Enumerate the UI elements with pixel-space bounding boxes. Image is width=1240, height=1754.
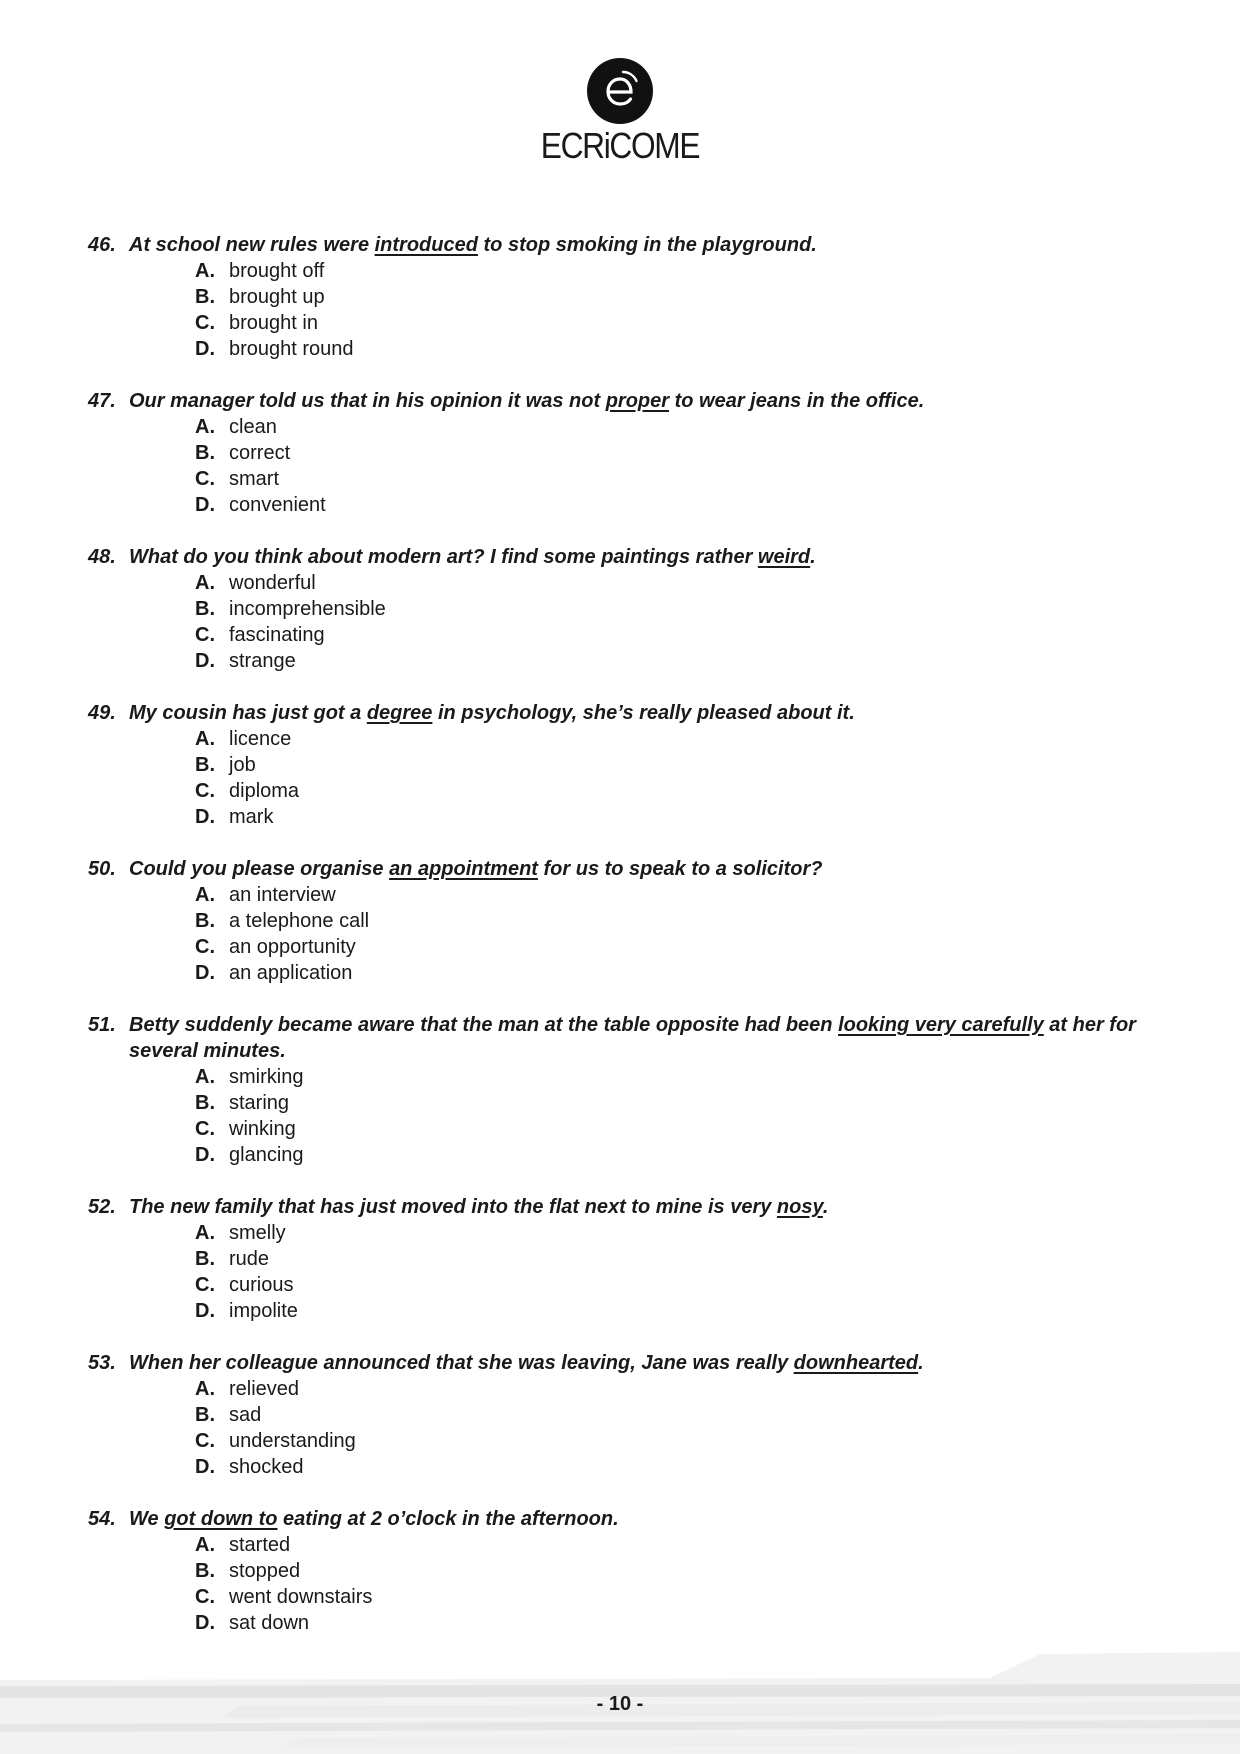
question-47 xyxy=(88,388,1163,518)
question-number: 53. xyxy=(88,1352,116,1374)
option-b: B. correct xyxy=(195,442,291,464)
answer-options xyxy=(88,1532,1163,1636)
question-stem xyxy=(88,1194,1163,1220)
underlined-term: got down to xyxy=(164,1508,278,1530)
brand-name: ECRiCOME xyxy=(540,125,700,166)
option-c: C. went downstairs xyxy=(195,1586,373,1608)
option-d: D. shocked xyxy=(195,1456,304,1478)
answer-options xyxy=(88,882,1163,986)
option-d: D. strange xyxy=(195,650,296,672)
question-text: What do you think about modern art? I find some paintings rather weird. xyxy=(129,546,816,568)
option-a: A. relieved xyxy=(195,1378,300,1400)
option-d: D. convenient xyxy=(195,494,326,516)
question-list xyxy=(88,232,1163,1662)
option-d: D. impolite xyxy=(195,1300,298,1322)
option-a: A. an interview xyxy=(195,884,336,906)
question-stem xyxy=(88,1350,1163,1376)
question-50 xyxy=(88,856,1163,986)
underlined-term: looking very carefully xyxy=(838,1014,1044,1036)
question-number: 54. xyxy=(88,1508,116,1530)
answer-options xyxy=(88,258,1163,362)
question-stem xyxy=(88,700,1163,726)
underlined-term: proper xyxy=(605,390,670,412)
page-number: - 10 - xyxy=(596,1693,644,1715)
question-stem xyxy=(88,544,1163,570)
answer-options xyxy=(88,414,1163,518)
option-b: B. job xyxy=(195,754,256,776)
question-stem xyxy=(88,1012,1163,1064)
option-a: A. smirking xyxy=(195,1066,304,1088)
option-b: B. a telephone call xyxy=(195,910,370,932)
question-53 xyxy=(88,1350,1163,1480)
ecricome-logo xyxy=(0,58,1240,168)
question-stem xyxy=(88,1506,1163,1532)
option-c: C. diploma xyxy=(195,780,300,802)
option-c: C. winking xyxy=(195,1118,296,1140)
question-number: 46. xyxy=(88,234,116,256)
question-number: 50. xyxy=(88,858,116,880)
question-text: When her colleague announced that she was leaving, Jane was really downhearted. xyxy=(129,1352,924,1374)
question-48 xyxy=(88,544,1163,674)
option-c: C. brought in xyxy=(195,312,318,334)
option-d: D. glancing xyxy=(195,1144,304,1166)
answer-options xyxy=(88,1376,1163,1480)
option-b: B. brought up xyxy=(195,286,325,308)
question-text: Our manager told us that in his opinion it was not proper to wear jeans in the office. xyxy=(129,390,925,412)
option-c: C. an opportunity xyxy=(195,936,356,958)
question-stem xyxy=(88,388,1163,414)
underlined-term: introduced xyxy=(374,234,478,256)
answer-options xyxy=(88,570,1163,674)
option-b: B. sad xyxy=(195,1404,262,1426)
question-text: The new family that has just moved into the flat next to mine is very nosy. xyxy=(129,1196,829,1218)
option-b: B. stopped xyxy=(195,1560,301,1582)
option-c: C. understanding xyxy=(195,1430,356,1452)
question-52 xyxy=(88,1194,1163,1324)
e-letter-circle-logo-icon xyxy=(587,58,653,124)
question-text: Could you please organise an appointment for us to speak to a solicitor? xyxy=(129,858,823,880)
question-number: 52. xyxy=(88,1196,116,1218)
option-a: A. brought off xyxy=(195,260,325,282)
question-number: 47. xyxy=(88,390,116,412)
option-b: B. staring xyxy=(195,1092,290,1114)
answer-options xyxy=(88,726,1163,830)
underlined-term: nosy xyxy=(776,1196,823,1218)
underlined-term: weird xyxy=(757,546,811,568)
option-c: C. smart xyxy=(195,468,279,490)
underlined-term: downhearted xyxy=(793,1352,919,1374)
option-a: A. wonderful xyxy=(195,572,316,594)
option-b: B. incomprehensible xyxy=(195,598,386,620)
answer-options xyxy=(88,1220,1163,1324)
option-a: A. licence xyxy=(195,728,292,750)
option-c: C. fascinating xyxy=(195,624,325,646)
option-a: A. clean xyxy=(195,416,277,438)
option-c: C. curious xyxy=(195,1274,294,1296)
question-54 xyxy=(88,1506,1163,1636)
question-49 xyxy=(88,700,1163,830)
question-51 xyxy=(88,1012,1163,1168)
question-text: At school new rules were introduced to stop smoking in the playground. xyxy=(129,234,817,256)
option-b: B. rude xyxy=(195,1248,270,1270)
option-d: D. mark xyxy=(195,806,274,828)
option-a: A. smelly xyxy=(195,1222,286,1244)
question-stem xyxy=(88,232,1163,258)
option-a: A. started xyxy=(195,1534,291,1556)
answer-options xyxy=(88,1064,1163,1168)
question-text: We got down to eating at 2 o’clock in the afternoon. xyxy=(129,1508,619,1530)
question-number: 51. xyxy=(88,1014,116,1036)
question-number: 49. xyxy=(88,702,116,724)
underlined-term: an appointment xyxy=(389,858,538,880)
question-text: Betty suddenly became aware that the man at the table opposite had been looking very carefully at her for several minutes. xyxy=(129,1014,1136,1062)
question-text: My cousin has just got a degree in psychology, she’s really pleased about it. xyxy=(129,702,855,724)
question-number: 48. xyxy=(88,546,116,568)
question-stem xyxy=(88,856,1163,882)
option-d: D. sat down xyxy=(195,1612,310,1634)
option-d: D. brought round xyxy=(195,338,354,360)
underlined-term: degree xyxy=(366,702,433,724)
question-46 xyxy=(88,232,1163,362)
option-d: D. an application xyxy=(195,962,353,984)
